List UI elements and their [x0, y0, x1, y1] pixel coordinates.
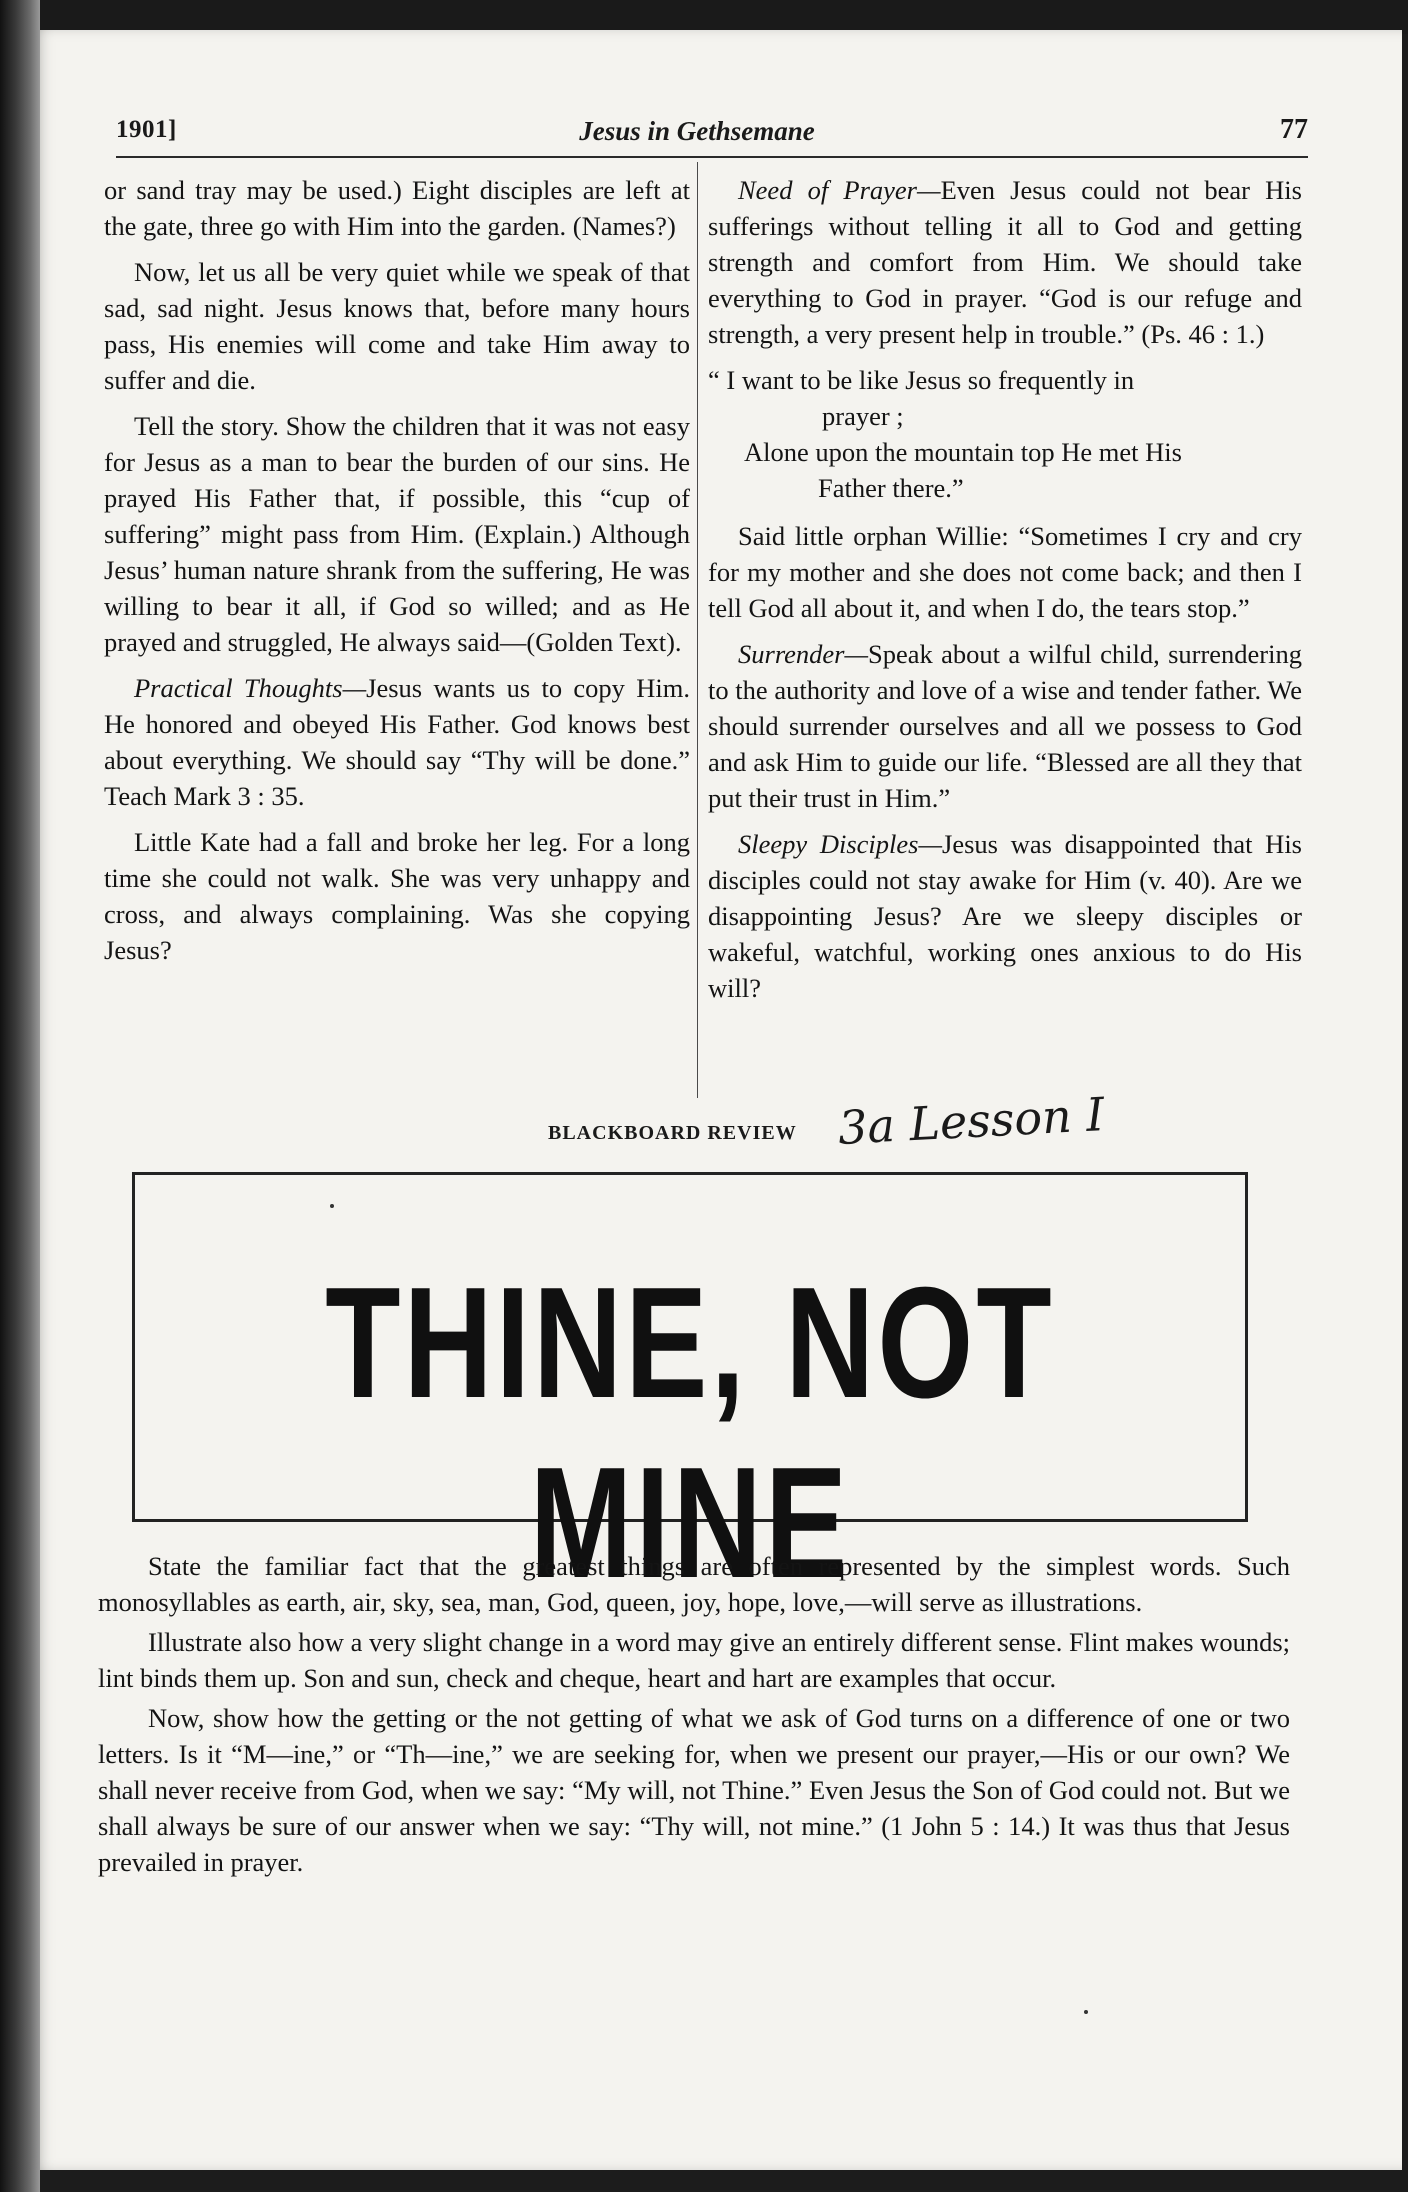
sleepy-disciples-heading: Sleepy Disciples—: [738, 829, 943, 859]
column-divider: [697, 162, 698, 1098]
bottom-paragraph-1: State the familiar fact that the greatest things are often represented by the simplest words. Such monosyllables as earth, air, sky, sea, man, God, queen, joy, hope, love,—will serve as illustrations.: [98, 1551, 1290, 1617]
verse-line-4: Father there.”: [818, 473, 964, 503]
need-of-prayer-heading: Need of Prayer—: [738, 175, 941, 205]
right-column: [708, 172, 1302, 1016]
practical-thoughts-text: Jesus wants us to copy Him. He honored and obeyed His Father. God knows best about everything. We should say “Thy will be done.” Teach Mark 3 : 35.: [104, 673, 690, 811]
left-paragraph-1: or sand tray may be used.) Eight disciples are left at the gate, three go with Him into the garden. (Names?): [104, 175, 690, 241]
right-paragraph-4: [708, 826, 1302, 1006]
right-paragraph-2: Said little orphan Willie: “Sometimes I cry and cry for my mother and she does not come back; and then I tell God all about it, and when I do, the tears stop.”: [708, 521, 1302, 623]
running-head: [86, 112, 1308, 152]
surrender-heading: Surrender—: [738, 639, 869, 669]
ink-speck: [1084, 2010, 1088, 2014]
surrender-text: Speak about a wilful child, surrendering to the authority and love of a wise and tender father. We should surrender ourselves and all we possess to God and ask Him to guide our life. “Blessed are all they that put their trust in Him.”: [708, 639, 1302, 813]
right-paragraph-3: [708, 636, 1302, 816]
ink-speck: [330, 1204, 334, 1208]
blackboard-review-heading: BLACKBOARD REVIEW: [548, 1122, 797, 1144]
practical-thoughts-heading: Practical Thoughts—: [134, 673, 367, 703]
bottom-text: [98, 1548, 1290, 1884]
verse-line-1: “ I want to be like Jesus so frequently in: [708, 365, 1135, 395]
bottom-paragraph-3: Now, show how the getting or the not getting of what we ask of God turns on a difference of one or two letters. Is it “M—ine,” or “Th—ine,” we are seeking for, when we present our prayer,—His or our own? We shall never receive from God, when we say: “My will, not Thine.” Even Jesus the Son of God could not. But we shall always be sure of our answer when we say: “Thy will, not mine.” (1 John 5 : 14.) It was thus that Jesus prevailed in prayer.: [98, 1703, 1290, 1877]
left-paragraph-3: Tell the story. Show the children that it was not easy for Jesus as a man to bear the burden of our sins. He prayed His Father that, if possible, this “cup of suffering” might pass from Him. (Explain.) Although Jesus’ human nature shrank from the suffering, He was willing to bear it all, if God so willed; and as He prayed and struggled, He always said—(Golden Text).: [104, 411, 690, 657]
sleepy-disciples-text: Jesus was disappointed that His disciples could not stay awake for Him (v. 40). Are we disappointing Jesus? Are we sleepy disciples or wakeful, watchful, working ones anxious to do His will?: [708, 829, 1302, 1003]
header-page-number: 77: [1280, 114, 1308, 145]
left-paragraph-4: [104, 670, 690, 814]
hymn-verse: [708, 362, 1302, 506]
bottom-paragraph-2: Illustrate also how a very slight change in a word may give an entirely different sense. Flint makes wounds; lint binds them up. Son and sun, check and cheque, heart and hart are examples that occur.: [98, 1627, 1290, 1693]
header-title: Jesus in Gethsemane: [579, 116, 815, 146]
book-spine-shadow: [0, 0, 40, 2192]
left-paragraph-2: Now, let us all be very quiet while we speak of that sad, sad night. Jesus knows that, before many hours pass, His enemies will come and take Him away to suffer and die.: [104, 257, 690, 395]
blackboard-title: THINE, NOT MINE: [325, 1255, 1055, 1611]
verse-line-2: prayer ;: [822, 401, 904, 431]
verse-line-3: Alone upon the mountain top He met His: [744, 437, 1182, 467]
header-rule: [116, 156, 1308, 158]
left-column: [104, 172, 690, 978]
need-of-prayer-text: Even Jesus could not bear His sufferings without telling it all to God and getting strength and comfort from Him. We should take everything to God in prayer. “God is our refuge and strength, a very present help in trouble.” (Ps. 46 : 1.): [708, 175, 1302, 349]
scan-top-edge: [0, 0, 1408, 34]
header-year: 1901]: [116, 116, 177, 143]
left-paragraph-5: Little Kate had a fall and broke her leg. For a long time she could not walk. She was very unhappy and cross, and always complaining. Was she copying Jesus?: [104, 827, 690, 965]
right-paragraph-1: [708, 172, 1302, 352]
handwritten-lesson-note: 3a Lesson I: [836, 1087, 1106, 1155]
